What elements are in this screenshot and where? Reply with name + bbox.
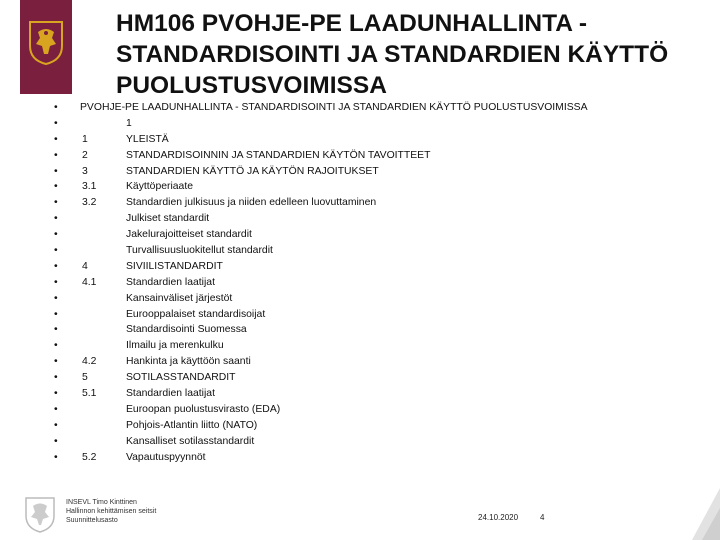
bullet: • <box>54 102 58 113</box>
section-number: 3.2 <box>82 197 97 209</box>
bullet: • <box>54 165 58 177</box>
page-number: 4 <box>540 513 545 522</box>
bullet: • <box>54 372 58 384</box>
section-title: Julkiset standardit <box>126 213 210 225</box>
section-title: SIVIILISTANDARDIT <box>126 260 223 272</box>
section-number: 5.1 <box>82 388 97 400</box>
section-number: 4.1 <box>82 276 97 288</box>
section-title: Euroopan puolustusvirasto (EDA) <box>126 403 281 415</box>
section-title: Eurooppalaiset standardisoijat <box>126 308 266 320</box>
bullet: • <box>54 308 58 320</box>
section-title: SOTILASSTANDARDIT <box>126 372 236 384</box>
list-item <box>0 195 720 211</box>
section-number: 3 <box>82 165 88 177</box>
list-item <box>0 370 720 386</box>
section-number: 5.2 <box>82 451 97 463</box>
corner-decoration <box>692 488 720 540</box>
bullet: • <box>54 149 58 161</box>
bullet: • <box>54 340 58 352</box>
list-item <box>0 418 720 434</box>
list-item <box>0 243 720 259</box>
section-title: Turvallisuusluokitellut standardit <box>126 245 273 257</box>
section-title: PVOHJE-PE LAADUNHALLINTA - STANDARDISOINTI JA STANDARDIEN KÄYTTÖ PUOLUSTUSVOIMISSA <box>80 102 588 113</box>
list-item <box>0 338 720 354</box>
footer-line-2: Hallinnon kehittämisen seitsit <box>66 508 157 515</box>
footer-line-3: Suunnittelusasto <box>66 517 118 524</box>
section-title: Standardien laatijat <box>126 276 215 288</box>
list-item <box>0 211 720 227</box>
list-item <box>0 322 720 338</box>
list-item <box>0 386 720 402</box>
bullet: • <box>54 245 58 257</box>
list-item <box>0 434 720 450</box>
footer-date: 24.10.2020 <box>478 513 519 522</box>
bullet: • <box>54 435 58 447</box>
section-number: 4.2 <box>82 356 97 368</box>
section-title: Käyttöperiaate <box>126 181 194 193</box>
bullet: • <box>54 229 58 241</box>
list-item <box>0 227 720 243</box>
list-item <box>0 275 720 291</box>
section-title: STANDARDIEN KÄYTTÖ JA KÄYTÖN RAJOITUKSET <box>126 165 379 177</box>
list-item <box>0 179 720 195</box>
section-number: 1 <box>82 133 88 145</box>
bullet: • <box>54 133 58 145</box>
section-title: Vapautuspyynnöt <box>126 451 206 463</box>
section-title: Hankinta ja käyttöön saanti <box>126 356 251 368</box>
bullet: • <box>54 260 58 272</box>
section-title: Standardien julkisuus ja niiden edelleen luovuttaminen <box>126 197 377 209</box>
list-item <box>0 450 720 466</box>
list-item <box>0 116 720 132</box>
footer-author <box>66 498 156 525</box>
lion-emblem-icon <box>26 18 66 66</box>
bullet: • <box>54 451 58 463</box>
section-title: 1 <box>126 117 132 129</box>
bullet: • <box>54 213 58 225</box>
list-item <box>0 100 720 116</box>
coat-of-arms-banner <box>20 0 72 94</box>
contents-list <box>0 100 720 465</box>
section-title: Standardisointi Suomessa <box>126 324 247 336</box>
section-number: 3.1 <box>82 181 97 193</box>
section-title: Jakelurajoitteiset standardit <box>126 229 252 241</box>
list-item <box>0 259 720 275</box>
list-item <box>0 307 720 323</box>
list-item <box>0 402 720 418</box>
footer-emblem-icon <box>20 494 60 534</box>
bullet: • <box>54 324 58 336</box>
bullet: • <box>54 388 58 400</box>
footer-line-1: INSEVL Timo Kinttinen <box>66 499 137 506</box>
section-title: Pohjois-Atlantin liitto (NATO) <box>126 419 258 431</box>
bullet: • <box>54 403 58 415</box>
list-item <box>0 354 720 370</box>
section-number: 2 <box>82 149 88 161</box>
section-title: STANDARDISOINNIN JA STANDARDIEN KÄYTÖN TAVOITTEET <box>126 149 431 161</box>
list-item <box>0 148 720 164</box>
bullet: • <box>54 181 58 193</box>
section-title: Ilmailu ja merenkulku <box>126 340 224 352</box>
section-title: Standardien laatijat <box>126 388 215 400</box>
section-title: YLEISTÄ <box>126 133 169 145</box>
list-item <box>0 132 720 148</box>
section-number: 4 <box>82 260 88 272</box>
bullet: • <box>54 276 58 288</box>
page-title: HM106 PVOHJE-PE LAADUNHALLINTA - STANDARDISOINTI JA STANDARDIEN KÄYTTÖ PUOLUSTUSVOIMISSA <box>116 10 669 99</box>
bullet: • <box>54 356 58 368</box>
section-title: Kansalliset sotilasstandardit <box>126 435 255 447</box>
bullet: • <box>54 292 58 304</box>
bullet: • <box>54 117 58 129</box>
section-title: Kansainväliset järjestöt <box>126 292 233 304</box>
section-number: 5 <box>82 372 88 384</box>
bullet: • <box>54 197 58 209</box>
list-item <box>0 164 720 180</box>
bullet: • <box>54 419 58 431</box>
list-item <box>0 291 720 307</box>
